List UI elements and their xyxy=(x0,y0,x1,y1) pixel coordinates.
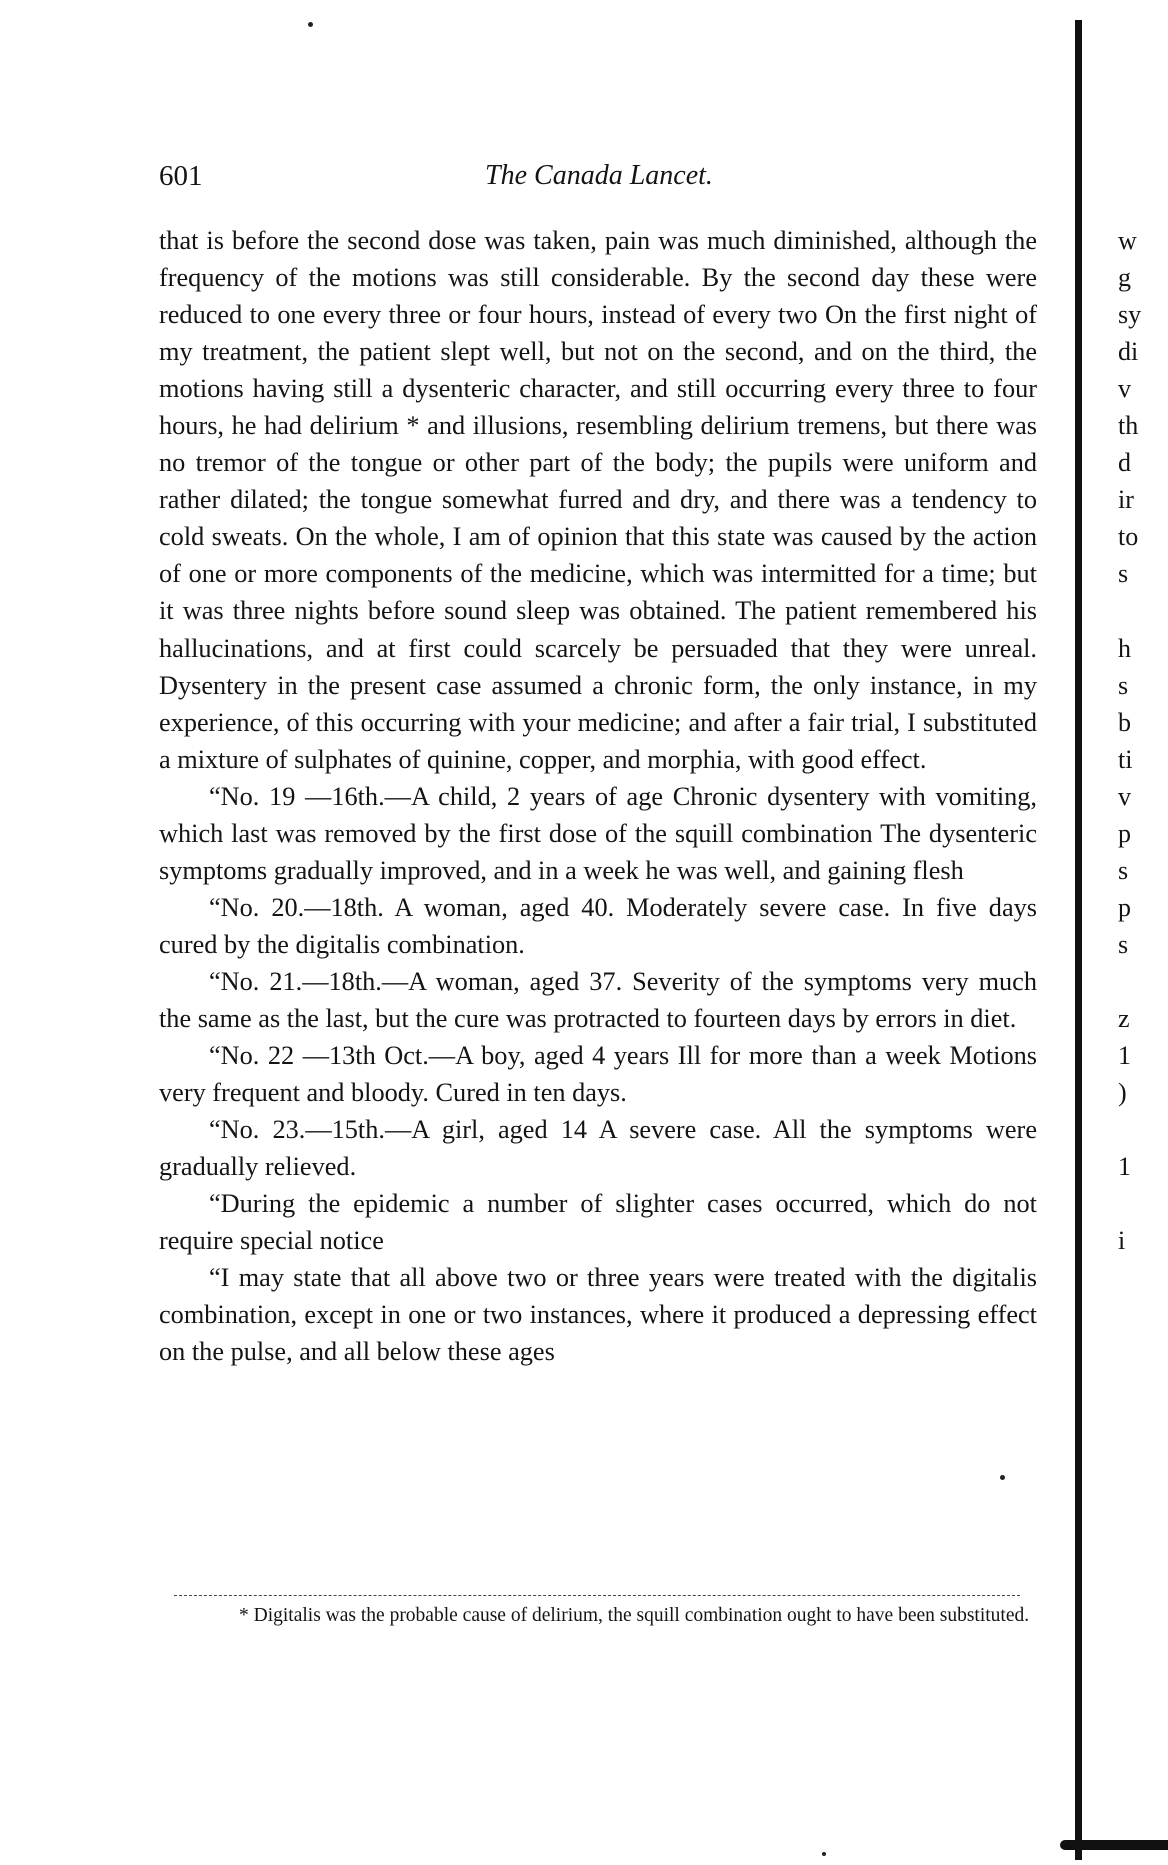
case-no-22: “No. 22 —13th Oct.—A boy, aged 4 years Ill for more than a week Motions very frequent and bloody. Cured in ten days. xyxy=(159,1041,1037,1108)
case-no-19: “No. 19 —16th.—A child, 2 years of age Chronic dysentery with vomiting, which last was removed by the first dose of the squill combination The dysenteric symptoms gradually improved, and in a week he was well, and gaining flesh xyxy=(159,781,1037,885)
fragment-line: s xyxy=(1118,855,1129,885)
fragment-line: p xyxy=(1118,818,1131,848)
fragment-line: di xyxy=(1118,337,1139,367)
footnote: * Digitalis was the probable cause of delirium, the squill combination ought to have been substituted. xyxy=(239,1605,1030,1626)
fragment-line: g xyxy=(1118,263,1131,293)
page-number: 601 xyxy=(159,160,203,192)
fragment-line: 1 xyxy=(1118,1041,1131,1071)
fragment-line: s xyxy=(1118,559,1129,589)
fragment-line xyxy=(1118,592,1168,629)
fragment-line: ir xyxy=(1118,485,1134,515)
fragment-line: z xyxy=(1118,1003,1130,1033)
running-title: The Canada Lancet. xyxy=(485,160,713,191)
fragment-line xyxy=(1118,1185,1168,1222)
fragment-line: d xyxy=(1118,448,1131,478)
fragment-line: v xyxy=(1118,781,1131,811)
fragment-line xyxy=(1118,963,1168,1000)
ink-speck xyxy=(308,22,313,27)
epidemic-paragraph: “During the epidemic a number of slighter cases occurred, which do not require special notice xyxy=(159,1189,1037,1256)
fragment-line: s xyxy=(1118,929,1129,959)
ink-speck xyxy=(822,1852,826,1856)
facing-page-fragment xyxy=(1118,222,1168,1259)
fragment-line: p xyxy=(1118,892,1131,922)
case-no-21: “No. 21.—18th.—A woman, aged 37. Severity of the symptoms very much the same as the last, but the cure was protracted to fourteen days by errors in diet. xyxy=(159,966,1037,1033)
paragraph-continued: that is before the second dose was taken, pain was much diminished, although the frequency of the motions was still considerable. By the second day these were reduced to one every three or four hours, instead of every two On the first night of my treatment, the patient slept well, but not on the second, and on the third, the motions having still a dysenteric character, and still occurring every three to four hours, he had delirium * and illusions, resembling delirium tremens, but there was no tremor of the tongue or other part of the body; the pupils were uniform and rather dilated; the tongue somewhat furred and dry, and there was a tendency to cold sweats. On the whole, I am of opinion that this state was caused by the action of one or more components of the medicine, which was intermitted for a time; but it was three nights before sound sleep was obtained. The patient remembered his hallucinations, and at first could scarcely be persuaded that they were unreal. Dysentery in the present case assumed a chronic form, the only instance, in my experience, of this occurring with your medicine; and after a fair trial, I substituted a mixture of sulphates of quinine, copper, and morphia, with good effect. xyxy=(159,226,1037,774)
case-no-20: “No. 20.—18th. A woman, aged 40. Moderately severe case. In five days cured by the digitalis combination. xyxy=(159,892,1037,959)
fragment-line: w xyxy=(1118,226,1137,255)
footnote-rule xyxy=(174,1595,1020,1596)
fragment-line: b xyxy=(1118,707,1131,737)
body-text xyxy=(159,222,1037,1370)
fragment-line: 1 xyxy=(1118,1152,1131,1182)
fragment-line xyxy=(1118,1111,1168,1148)
binding-gutter xyxy=(1075,20,1082,1860)
fragment-line: h xyxy=(1118,633,1131,663)
fragment-line: s xyxy=(1118,670,1129,700)
fragment-line: i xyxy=(1118,1226,1126,1256)
closing-paragraph: “I may state that all above two or three years were treated with the digitalis combination, except in one or two instances, where it produced a depressing effect on the pulse, and all below these ages xyxy=(159,1263,1037,1367)
case-no-23: “No. 23.—15th.—A girl, aged 14 A severe case. All the symptoms were gradually relieved. xyxy=(159,1115,1037,1182)
ink-speck xyxy=(1000,1475,1005,1480)
fragment-line: th xyxy=(1118,411,1139,441)
fragment-line: to xyxy=(1118,522,1139,552)
binding-gutter-foot xyxy=(1060,1840,1168,1850)
fragment-line: ti xyxy=(1118,744,1133,774)
fragment-line: sy xyxy=(1118,300,1142,330)
running-header xyxy=(159,160,1039,196)
fragment-line: v xyxy=(1118,374,1131,404)
fragment-line: ) xyxy=(1118,1078,1127,1108)
